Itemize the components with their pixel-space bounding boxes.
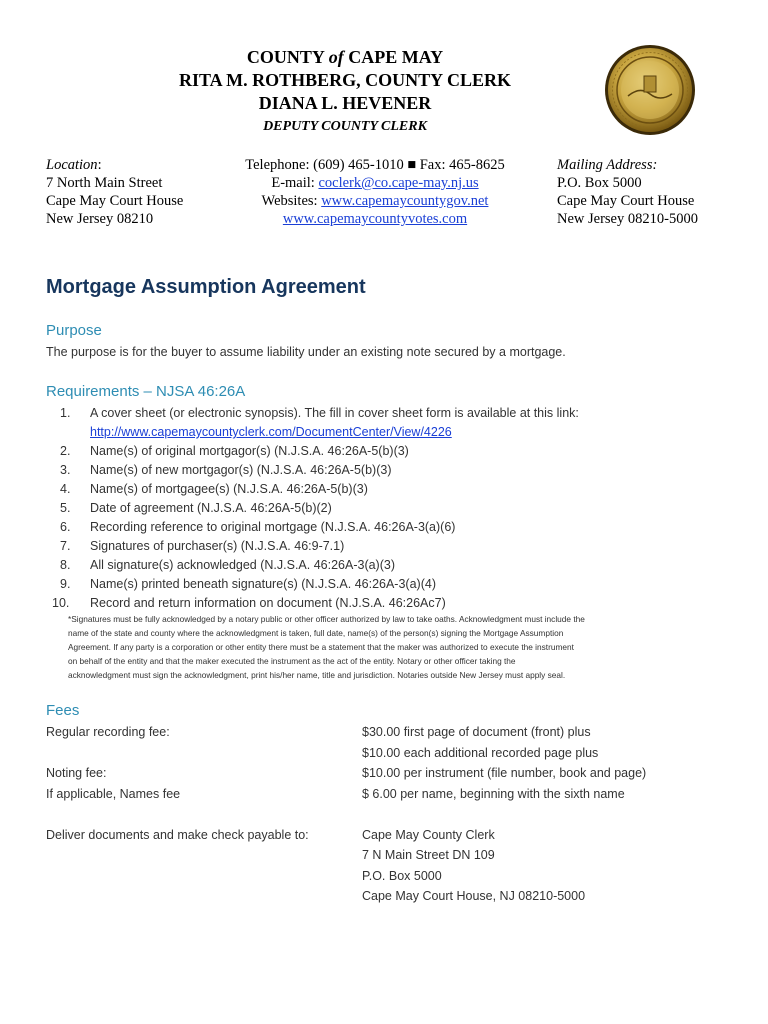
fee-row: Regular recording fee: $30.00 first page of document (front) plus — [46, 725, 591, 739]
mailing-state: New Jersey 08210-5000 — [557, 211, 698, 227]
deputy-name: DIANA L. HEVENER — [258, 93, 432, 113]
list-item: 7. Signatures of purchaser(s) (N.J.S.A. 46:9-7.1) — [60, 539, 345, 553]
requirements-list — [52, 404, 740, 613]
list-item: 3. Name(s) of new mortgagor(s) (N.J.S.A. 46:26A-5(b)(3) — [60, 463, 392, 477]
purpose-heading: Purpose — [46, 322, 102, 339]
mailing-label: Mailing Address: — [557, 157, 658, 173]
deputy-title: DEPUTY COUNTY CLERK — [263, 119, 427, 134]
letterhead — [150, 45, 540, 139]
location-street: 7 North Main Street — [46, 175, 163, 191]
fee-row: $10.00 each additional recorded page plus — [362, 745, 599, 760]
county-clerk-name: RITA M. ROTHBERG, COUNTY CLERK — [178, 70, 512, 90]
email-link[interactable]: coclerk@co.cape-may.nj.us — [318, 175, 479, 191]
fee-row: If applicable, Names fee $ 6.00 per name, beginning with the sixth name — [46, 786, 625, 801]
payee-row: 7 N Main Street DN 109 — [362, 848, 495, 862]
location-state: New Jersey 08210 — [46, 211, 154, 227]
mailing-town: Cape May Court House — [557, 193, 695, 209]
payee-row: Cape May Court House, NJ 08210-5000 — [362, 889, 586, 903]
website-link-gov[interactable]: www.capemaycountygov.net — [321, 193, 489, 209]
fee-row: Noting fee: $10.00 per instrument (file number, book and page) — [46, 766, 647, 780]
cover-sheet-link[interactable]: http://www.capemaycountyclerk.com/DocumentCenter/View/4226 — [90, 425, 452, 439]
website-link-votes[interactable]: www.capemaycountyvotes.com — [282, 211, 468, 227]
payee-row: Deliver documents and make check payable to: Cape May County Clerk — [46, 827, 495, 842]
mailing-block — [557, 156, 698, 228]
list-item: 1. A cover sheet (or electronic synopsis). The fill in cover sheet form is available at this link: — [60, 406, 579, 420]
contact-block: Telephone: (609) 465-1010 ■ Fax: 465-8625 E-mail: coclerk@co.cape-may.nj.us Websites: www.capemaycountygov.net www.capemaycountyvotes.com — [230, 156, 520, 228]
list-item: 2. Name(s) of original mortgagor(s) (N.J.S.A. 46:26A-5(b)(3) — [60, 444, 409, 458]
telephone-fax: Telephone: (609) 465-1010 ■ Fax: 465-8625 — [245, 157, 505, 173]
payee-row: P.O. Box 5000 — [362, 868, 442, 883]
list-item: 5. Date of agreement (N.J.S.A. 46:26A-5(b)(2) — [60, 501, 332, 515]
fees-heading: Fees — [46, 702, 80, 719]
requirements-heading: Requirements – NJSA 46:26A — [46, 383, 246, 400]
document-title: Mortgage Assumption Agreement — [46, 276, 366, 298]
list-item: 6. Recording reference to original mortgage (N.J.S.A. 46:26A-3(a)(6) — [60, 520, 456, 534]
list-item: 8. All signature(s) acknowledged (N.J.S.A. 46:26A-3(a)(3) — [60, 558, 395, 572]
fees-table — [46, 722, 746, 907]
list-item: 9. Name(s) printed beneath signature(s) (N.J.S.A. 46:26A-3(a)(4) — [60, 577, 436, 591]
location-block: Location: 7 North Main Street Cape May Court House New Jersey 08210 — [46, 157, 184, 227]
county-seal-logo — [604, 44, 696, 136]
purpose-text: The purpose is for the buyer to assume liability under an existing note secured by a mortgage. — [46, 345, 566, 359]
location-town: Cape May Court House — [46, 193, 184, 209]
county-name: COUNTY of CAPE MAY — [246, 47, 444, 67]
list-item: 4. Name(s) of mortgagee(s) (N.J.S.A. 46:26A-5(b)(3) — [60, 482, 368, 496]
list-item: 10. Record and return information on document (N.J.S.A. 46:26Ac7) — [52, 596, 446, 610]
acknowledgment-note: *Signatures must be fully acknowledged by a notary public or other officer authorized by law to take oaths. Acknowledgment must include the name of the state and county where the acknowledgment is taken, full date, name(s) of the person(s) signing the Mortgage Assumption Agreement. If any party is a corporation or other entity there must be a statement that the maker was authorized to execute the instrument on behalf of the entity and that the maker executed the instrument as the act of the entity. Notary or other officer taking the acknowledgment must sign the acknowledgment, print his/her name, title and jurisdiction. Notaries outside New Jersey must apply seal. — [68, 614, 585, 680]
mailing-box: P.O. Box 5000 — [557, 175, 642, 191]
location-label: Location — [46, 157, 98, 173]
fee-row — [46, 804, 746, 825]
